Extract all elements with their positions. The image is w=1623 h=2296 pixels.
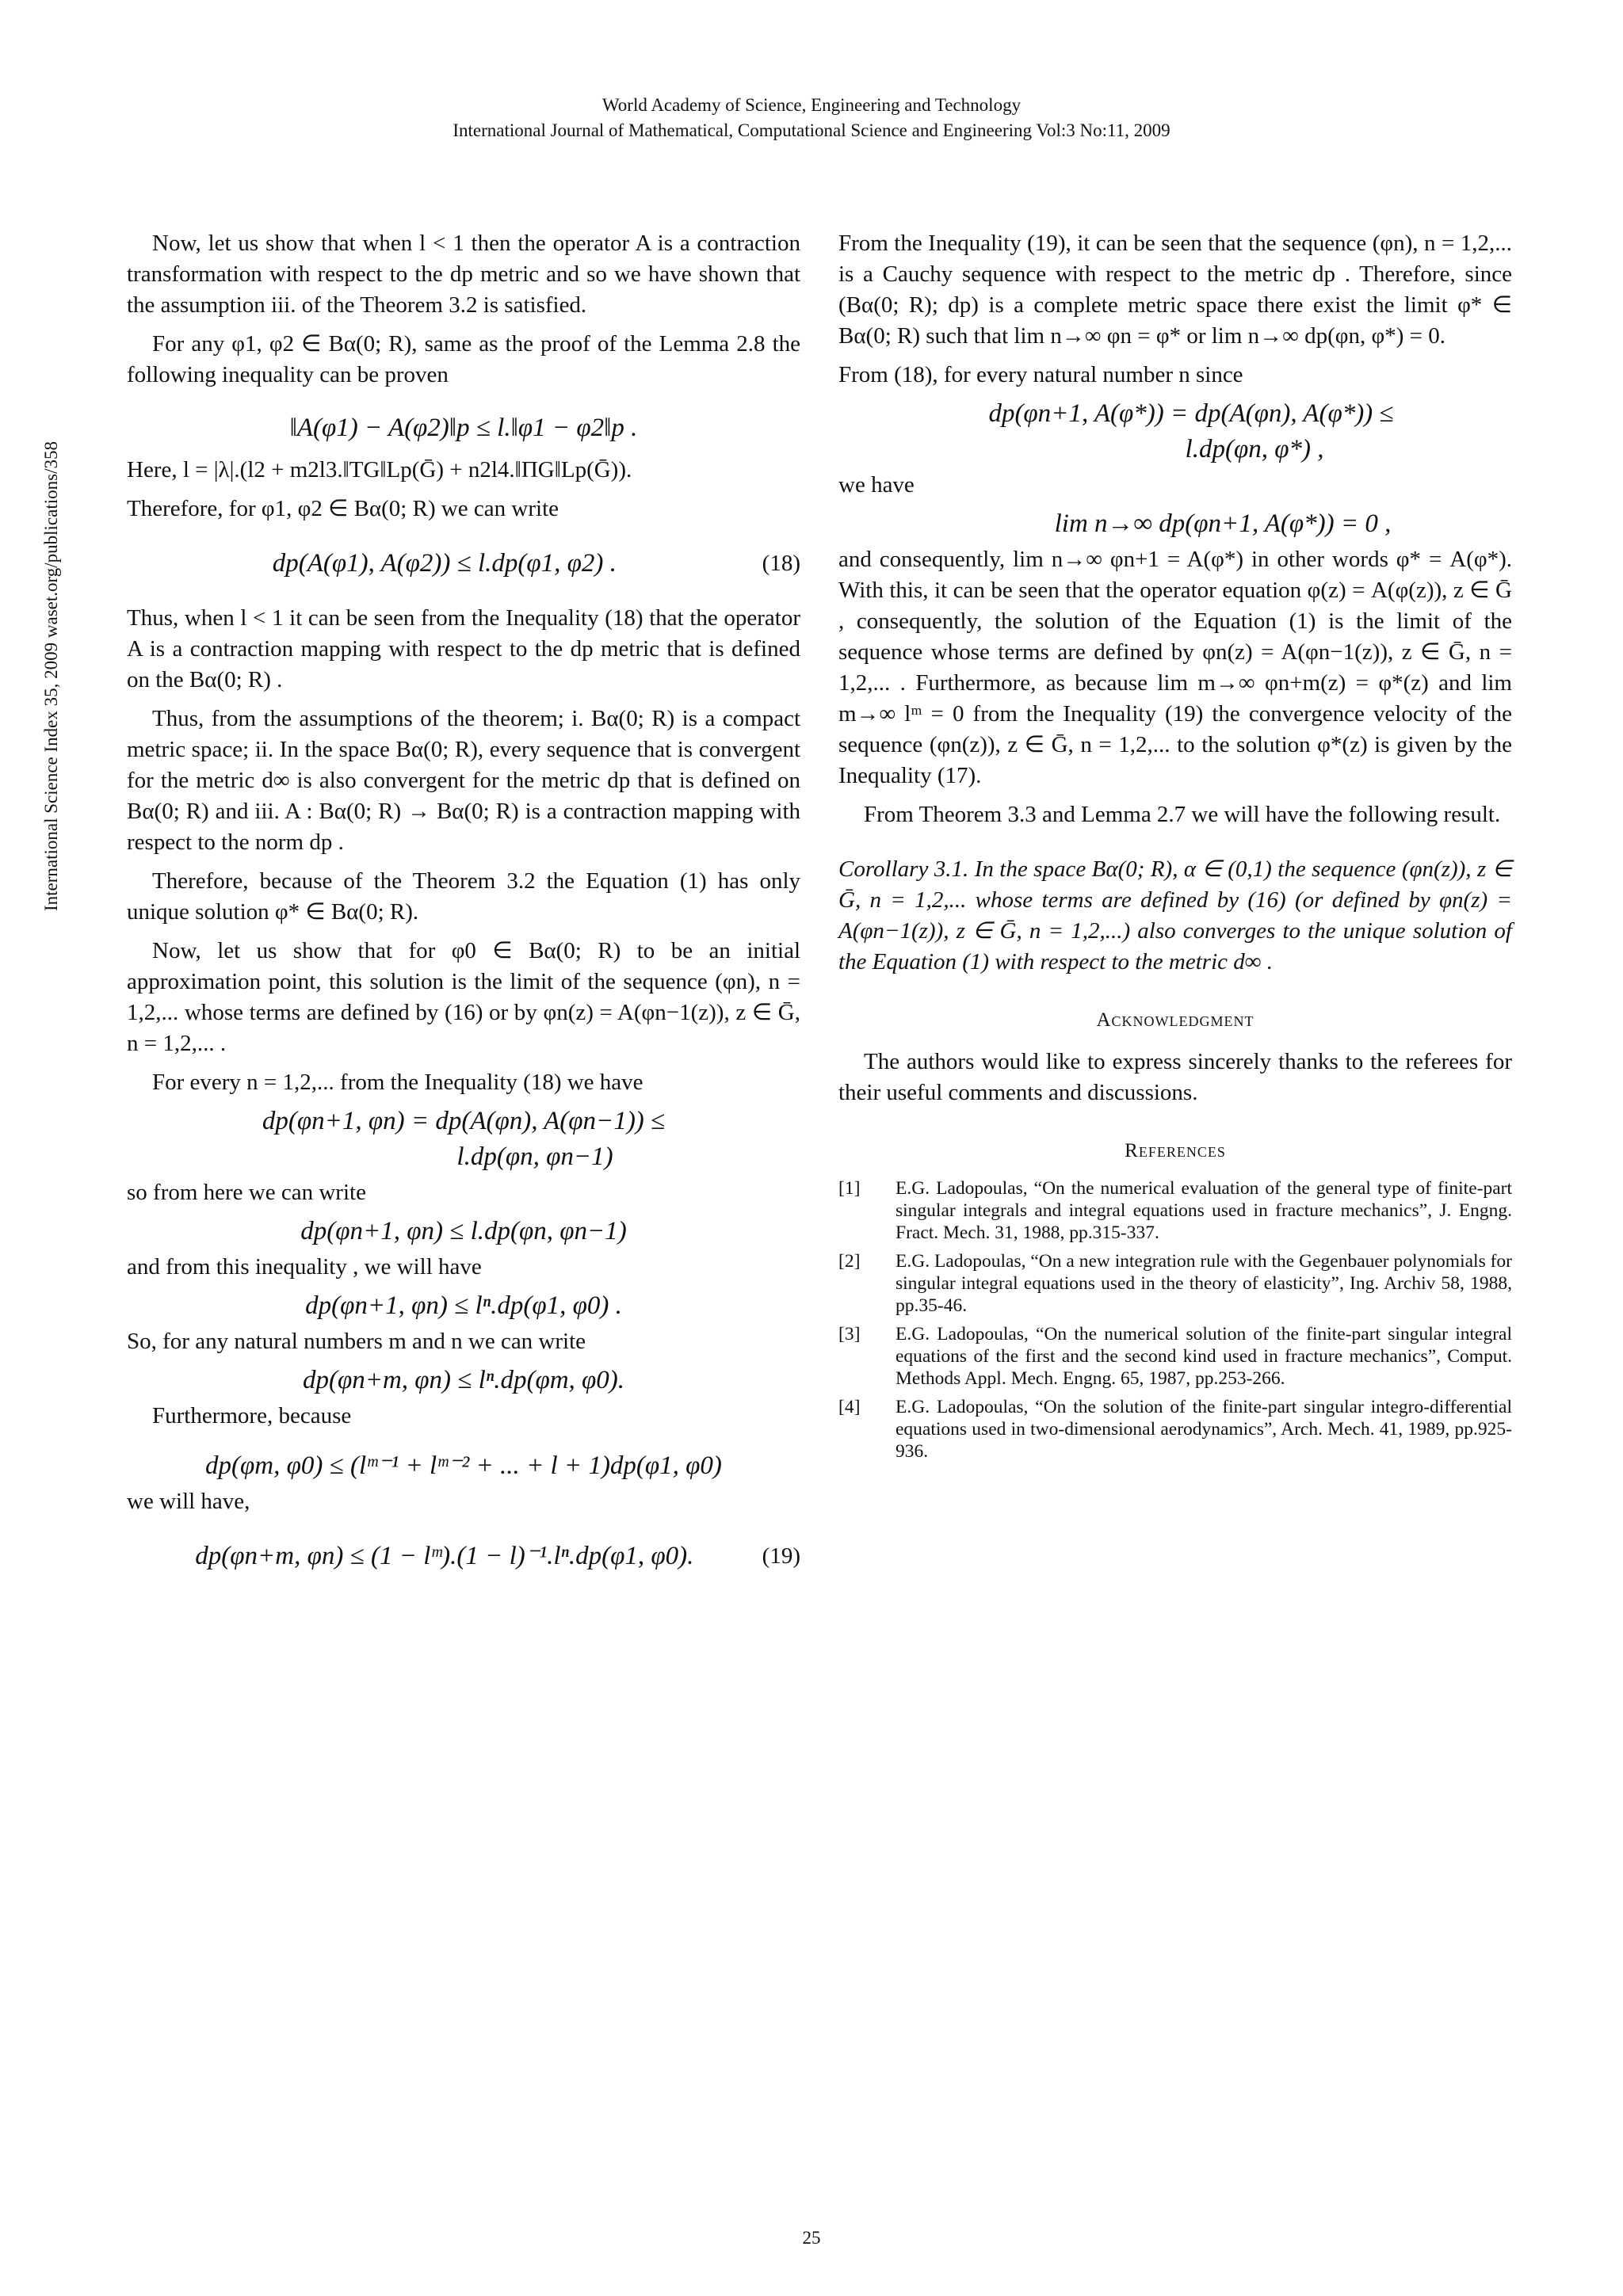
paragraph: For any φ1, φ2 ∈ Bα(0; R), same as the proof of the Lemma 2.8 the following inequality can be proven	[127, 331, 800, 387]
paragraph: So, for any natural numbers m and n we can write	[127, 1329, 586, 1354]
equation-number: (18)	[762, 551, 800, 576]
reference-item	[838, 1396, 1512, 1463]
journal-name: World Academy of Science, Engineering and Technology	[601, 95, 1022, 115]
paragraph: Therefore, because of the Theorem 3.2 the Equation (1) has only unique solution φ* ∈ Bα(0; R).	[127, 868, 800, 925]
reference-number: [3]	[838, 1324, 861, 1344]
equation-row	[127, 548, 800, 579]
paragraph: Now, let us show that when l < 1 then the operator A is a contraction transformation with respect to the dp metric and so we have shown that the assumption iii. of the Theorem 3.2 is satisfied.	[127, 231, 800, 318]
paragraph: For every n = 1,2,... from the Inequality (18) we have	[152, 1070, 643, 1095]
reference-item	[838, 1177, 1512, 1244]
section-heading: Acknowledgment	[1096, 1009, 1254, 1031]
equation-row	[127, 1541, 800, 1572]
paragraph: we will have,	[127, 1489, 250, 1514]
section-heading: References	[1125, 1140, 1226, 1161]
reference-item	[838, 1250, 1512, 1317]
paragraph: Thus, from the assumptions of the theorem; i. Bα(0; R) is a compact metric space; ii. In the space Bα(0; R), every sequence that is convergent for the metric d∞ is also convergent for the metric dp that is defined on Bα(0; R) and iii. A : Bα(0; R) → Bα(0; R) is a contraction mapping with respect to the norm dp .	[127, 706, 800, 855]
right-column	[838, 228, 1512, 1469]
equation: dp(φm, φ0) ≤ (lᵐ⁻¹ + lᵐ⁻² + ... + l + 1)dp(φ1, φ0)	[205, 1451, 722, 1480]
paragraph: From Theorem 3.3 and Lemma 2.7 we will have the following result.	[864, 802, 1501, 827]
left-column	[127, 228, 800, 1596]
paragraph: and from this inequality , we will have	[127, 1254, 482, 1280]
sidebar-index: International Science Index 35, 2009 waset.org/publications/358	[41, 441, 61, 911]
paragraph: From (18), for every natural number n since	[838, 362, 1243, 387]
equation: dp(φn+1, φn) ≤ l.dp(φn, φn−1)	[300, 1217, 627, 1245]
paragraph: Therefore, for φ1, φ2 ∈ Bα(0; R) we can write	[127, 496, 559, 521]
paragraph: Now, let us show that for φ0 ∈ Bα(0; R) to be an initial approximation point, this solution is the limit of the sequence (φn), n = 1,2,... whose terms are defined by (16) or by φn(z) = A(φn−1(z)), z ∈ Ḡ, n = 1,2,... .	[127, 938, 800, 1056]
reference-text: E.G. Ladopoulas, “On a new integration rule with the Gegenbauer polynomials for singular integral equations used in the theory of elasticity”, Ing. Archiv 58, 1988, pp.35-46.	[896, 1251, 1512, 1316]
paragraph: Furthermore, because	[152, 1403, 352, 1428]
equation: l.dp(φn, φn−1)	[456, 1142, 613, 1171]
paragraph: so from here we can write	[127, 1180, 366, 1205]
equation: dp(φn+m, φn) ≤ lⁿ.dp(φm, φ0).	[302, 1366, 625, 1394]
paragraph: we have	[838, 472, 915, 498]
reference-number: [1]	[838, 1178, 861, 1199]
equation: dp(φn+m, φn) ≤ (1 − lᵐ).(1 − l)⁻¹.lⁿ.dp(φ1, φ0).	[195, 1542, 694, 1570]
equation: ‖A(φ1) − A(φ2)‖p ≤ l.‖φ1 − φ2‖p .	[289, 414, 638, 442]
reference-text: E.G. Ladopoulas, “On the solution of the finite-part singular integro-differential equations used in two-dimensional aerodynamics”, Arch. Mech. 41, 1989, pp.925-936.	[896, 1397, 1512, 1462]
equation-number: (19)	[762, 1543, 800, 1569]
reference-number: [2]	[838, 1251, 861, 1272]
equation: dp(A(φ1), A(φ2)) ≤ l.dp(φ1, φ2) .	[272, 549, 617, 578]
page-number: 25	[802, 2228, 821, 2248]
equation: dp(φn+1, φn) ≤ lⁿ.dp(φ1, φ0) .	[305, 1291, 622, 1320]
journal-issue: International Journal of Mathematical, Computational Science and Engineering Vol:3 No:11, 2009	[453, 120, 1170, 140]
paragraph: From the Inequality (19), it can be seen that the sequence (φn), n = 1,2,... is a Cauchy sequence with respect to the metric dp . Therefore, since (Bα(0; R); dp) is a complete metric space there exist the limit φ* ∈ Bα(0; R) such that lim n→∞ φn = φ* or lim n→∞ dp(φn, φ*) = 0.	[838, 231, 1512, 349]
reference-list	[838, 1177, 1512, 1463]
equation: lim n→∞ dp(φn+1, A(φ*)) = 0 ,	[1054, 509, 1392, 538]
reference-text: E.G. Ladopoulas, “On the numerical solution of the finite-part singular integral equations of the first and the second kind used in fracture mechanics”, Comput. Methods Appl. Mech. Engng. 65, 1987, pp.253-266.	[896, 1324, 1512, 1389]
paragraph: and consequently, lim n→∞ φn+1 = A(φ*) in other words φ* = A(φ*). With this, it can be seen that the operator equation φ(z) = A(φ(z)), z ∈ Ḡ , consequently, the solution of the Equation (1) is the limit of the sequence whose terms are defined by φn(z) = A(φn−1(z)), z ∈ Ḡ, n = 1,2,... . Furthermore, as because lim m→∞ φn+m(z) = φ*(z) and lim m→∞ lᵐ = 0 from the Inequality (19) the convergence velocity of the sequence (φn(z)), z ∈ Ḡ, n = 1,2,... to the solution φ*(z) is given by the Inequality (17).	[838, 547, 1512, 788]
reference-text: E.G. Ladopoulas, “On the numerical evaluation of the general type of finite-part singular integrals and integral equations used in fracture mechanics”, J. Engng. Fract. Mech. 31, 1988, pp.315-337.	[896, 1178, 1512, 1243]
equation: dp(φn+1, φn) = dp(A(φn), A(φn−1)) ≤	[262, 1107, 666, 1135]
reference-item	[838, 1323, 1512, 1390]
equation: l.dp(φn, φ*) ,	[1185, 435, 1324, 463]
paragraph: Thus, when l < 1 it can be seen from the Inequality (18) that the operator A is a contraction mapping with respect to the dp metric that is defined on the Bα(0; R) .	[127, 605, 800, 692]
paragraph: Here, l = |λ|.(l2 + m2l3.‖TG‖Lp(Ḡ) + n2l4.‖ΠG‖Lp(Ḡ)).	[127, 457, 632, 482]
paragraph: The authors would like to express sincerely thanks to the referees for their useful comments and discussions.	[838, 1049, 1512, 1105]
equation: dp(φn+1, A(φ*)) = dp(A(φn), A(φ*)) ≤	[988, 399, 1394, 428]
corollary: Corollary 3.1. In the space Bα(0; R), α ∈ (0,1) the sequence (φn(z)), z ∈ Ḡ, n = 1,2,... whose terms are defined by (16) (or defined by φn(z) = A(φn−1(z)), z ∈ Ḡ, n = 1,2,...) also converges to the unique solution of the Equation (1) with respect to the metric d∞ .	[838, 856, 1512, 974]
reference-number: [4]	[838, 1397, 861, 1417]
